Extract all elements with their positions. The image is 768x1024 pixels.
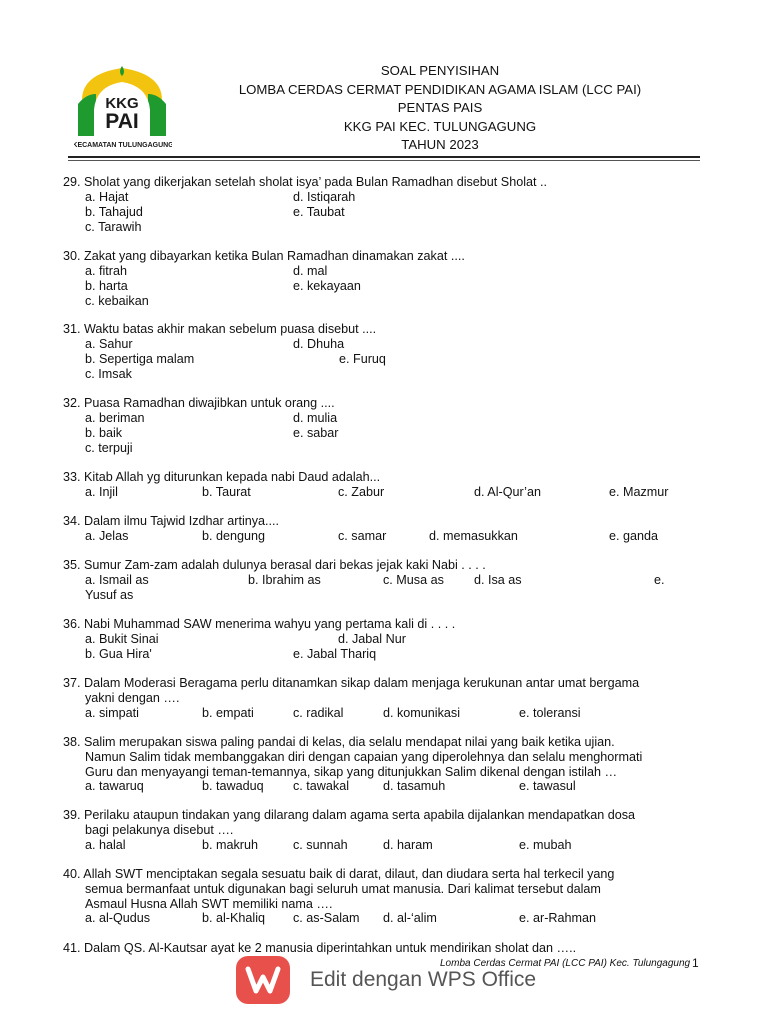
- option-b: b. tawaduq: [202, 779, 264, 794]
- question-text: 30. Zakat yang dibayarkan ketika Bulan Ramadhan dinamakan zakat ....: [63, 249, 465, 263]
- option-b: b. Tahajud: [85, 204, 143, 219]
- question-text-cont: yakni dengan ….: [85, 690, 180, 705]
- option-d: d. Isa as: [474, 572, 522, 587]
- header-line-1: SOAL PENYISIHAN: [380, 63, 500, 78]
- option-c: c. sunnah: [293, 837, 348, 852]
- question-text: 35. Sumur Zam-zam adalah dulunya berasal dari bekas jejak kaki Nabi . . . .: [63, 558, 486, 572]
- option-e: e.: [654, 572, 665, 587]
- option-b: b. Taurat: [202, 484, 251, 499]
- option-b: b. Ibrahim as: [248, 572, 321, 587]
- header-line-2: LOMBA CERDAS CERMAT PENDIDIKAN AGAMA ISLAM (LCC PAI): [238, 81, 642, 97]
- logo-caption: KECAMATAN TULUNGAGUNG: [74, 142, 172, 149]
- question-text-cont: Namun Salim tidak membanggakan diri dengan capaian yang diperolehnya dan selalu menghormati: [85, 749, 643, 764]
- question-text-cont: semua bermanfaat untuk digunakan bagi seluruh umat manusia. Dari kalimat tersebut dalam: [85, 881, 601, 896]
- question-38: [63, 735, 699, 794]
- option-b: b. Gua Hira': [85, 646, 152, 661]
- header-line-3: PENTAS PAIS: [397, 100, 483, 115]
- question-32: [63, 396, 699, 456]
- option-a: a. fitrah: [85, 263, 127, 278]
- option-e: e. toleransi: [519, 705, 581, 720]
- header-rule: [68, 156, 700, 158]
- question-text: 36. Nabi Muhammad SAW menerima wahyu yang pertama kali di . . . .: [63, 617, 456, 631]
- option-a: a. Sahur: [85, 336, 133, 351]
- logo-top-text: KKG: [105, 95, 139, 112]
- option-c: c. samar: [338, 528, 387, 543]
- option-b: b. baik: [85, 425, 123, 440]
- option-a: a. beriman: [85, 410, 145, 425]
- option-d: d. komunikasi: [383, 705, 460, 720]
- question-text: 32. Puasa Ramadhan diwajibkan untuk orang ....: [63, 396, 335, 410]
- option-c: c. Imsak: [85, 366, 132, 381]
- question-35: [63, 558, 699, 603]
- question-text-cont-2: Asmaul Husna Allah SWT memiliki nama ….: [85, 896, 333, 911]
- option-e-continued: Yusuf as: [85, 587, 134, 602]
- option-e: e. Taubat: [293, 204, 345, 219]
- question-text-cont: bagi pelakunya disebut ….: [85, 822, 234, 837]
- option-d: d. mulia: [293, 410, 338, 425]
- option-b: b. dengung: [202, 528, 266, 543]
- option-d: d. al-‘alim: [383, 911, 437, 926]
- option-a: a. Injil: [85, 484, 118, 499]
- option-e: e. ar-Rahman: [519, 911, 596, 926]
- option-b: b. harta: [85, 278, 128, 293]
- logo-main-text: PAI: [105, 110, 139, 133]
- option-e: e. ganda: [609, 528, 659, 543]
- option-a: a. Hajat: [85, 189, 129, 204]
- question-text-cont-2: Guru dan menyayangi teman-temannya, sikap yang ditunjukkan Salim dikenal dengan istilah …: [85, 764, 618, 779]
- option-d: d. haram: [383, 837, 433, 852]
- option-e: e. Mazmur: [609, 484, 669, 499]
- option-b: b. al-Khaliq: [202, 911, 266, 926]
- option-c: c. Musa as: [383, 572, 444, 587]
- question-text: 38. Salim merupakan siswa paling pandai di kelas, dia selalu mendapat nilai yang baik ketika ujian.: [63, 735, 615, 749]
- header-line-4: KKG PAI KEC. TULUNGAGUNG: [343, 118, 537, 134]
- option-e: e. sabar: [293, 425, 339, 440]
- option-c: c. radikal: [293, 705, 344, 720]
- document-header: [160, 62, 720, 155]
- option-c: c. tawakal: [293, 779, 349, 794]
- question-text: 33. Kitab Allah yg diturunkan kepada nabi Daud adalah...: [63, 470, 381, 484]
- question-text: 41. Dalam QS. Al-Kautsar ayat ke 2 manusia diperintahkan untuk mendirikan sholat dan …..: [63, 941, 577, 955]
- option-b: b. Sepertiga malam: [85, 351, 195, 366]
- option-a: a. tawaruq: [85, 779, 144, 794]
- question-36: [63, 617, 699, 662]
- question-37: [63, 676, 699, 721]
- wps-logo-icon: [236, 956, 290, 1004]
- option-d: d. memasukkan: [429, 528, 518, 543]
- option-e: e. mubah: [519, 837, 572, 852]
- kkg-pai-logo: [74, 64, 172, 150]
- option-a: a. Bukit Sinai: [85, 631, 159, 646]
- question-34: [63, 514, 699, 544]
- option-a: a. Jelas: [85, 528, 129, 543]
- option-b: b. makruh: [202, 837, 258, 852]
- option-c: c. terpuji: [85, 440, 133, 455]
- option-d: d. mal: [293, 263, 328, 278]
- option-e: e. Jabal Thariq: [293, 646, 377, 661]
- header-rule-thin: [68, 160, 700, 161]
- option-d: d. tasamuh: [383, 779, 446, 794]
- question-29: [63, 175, 699, 235]
- option-e: e. kekayaan: [293, 278, 361, 293]
- option-a: a. halal: [85, 837, 126, 852]
- question-text: 37. Dalam Moderasi Beragama perlu ditanamkan sikap dalam menjaga kerukunan antar umat bergama: [63, 676, 640, 690]
- wps-edit-button[interactable]: [236, 955, 536, 1005]
- question-text: 39. Perilaku ataupun tindakan yang dilarang dalam agama serta apabila dijalankan mendapatkan dosa: [63, 808, 636, 822]
- question-41: [63, 941, 699, 956]
- question-31: [63, 322, 699, 382]
- footer-note: Lomba Cerdas Cermat PAI (LCC PAI) Kec. Tulungagung: [440, 958, 691, 969]
- option-c: c. Zabur: [338, 484, 385, 499]
- option-c: c. Tarawih: [85, 219, 142, 234]
- header-line-5: TAHUN 2023: [401, 137, 479, 152]
- page-number: 1: [692, 956, 699, 970]
- question-text: 31. Waktu batas akhir makan sebelum puasa disebut ....: [63, 322, 377, 336]
- question-33: [63, 470, 699, 500]
- option-d: d. Al-Qur’an: [474, 484, 541, 499]
- question-40: [63, 867, 699, 926]
- option-a: a. al-Qudus: [85, 911, 151, 926]
- option-b: b. empati: [202, 705, 254, 720]
- option-d: d. Dhuha: [293, 336, 345, 351]
- question-text: 29. Sholat yang dikerjakan setelah sholat isya’ pada Bulan Ramadhan disebut Sholat ..: [63, 175, 548, 189]
- wps-edit-label[interactable]: Edit dengan WPS Office: [310, 968, 537, 991]
- option-c: c. kebaikan: [85, 293, 149, 308]
- option-d: d. Jabal Nur: [338, 631, 406, 646]
- question-text: 34. Dalam ilmu Tajwid Izdhar artinya....: [63, 514, 280, 528]
- option-a: a. simpati: [85, 705, 139, 720]
- question-39: [63, 808, 699, 853]
- option-c: c. as-Salam: [293, 911, 360, 926]
- question-text: 40. Allah SWT menciptakan segala sesuatu baik di darat, dilaut, dan diudara serta hal terkecil yang: [63, 867, 615, 881]
- question-30: [63, 249, 699, 309]
- option-e: e. tawasul: [519, 779, 576, 794]
- option-d: d. Istiqarah: [293, 189, 356, 204]
- option-a: a. Ismail as: [85, 572, 149, 587]
- option-e: e. Furuq: [339, 351, 386, 366]
